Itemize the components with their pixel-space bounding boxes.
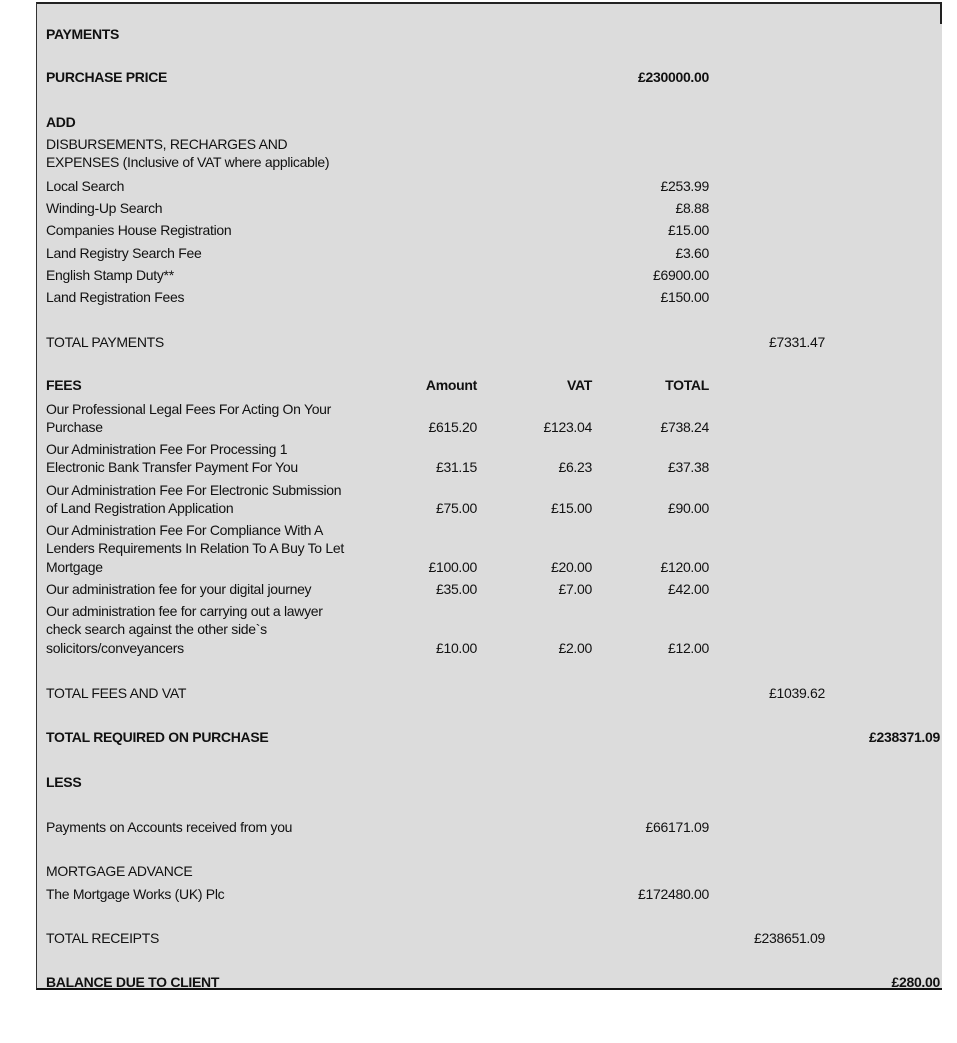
disbursement-value: £253.99	[660, 178, 709, 194]
total-required-value: £238371.09	[869, 729, 940, 745]
disbursement-value: £6900.00	[653, 267, 709, 283]
fee-description: of Land Registration Application	[46, 500, 234, 516]
fee-description: Purchase	[46, 419, 103, 435]
fee-vat: £123.04	[543, 419, 592, 435]
fee-description: Our administration fee for your digital journey	[46, 581, 312, 597]
disbursement-value: £15.00	[667, 222, 709, 238]
fee-description: check search against the other side`s	[46, 621, 267, 637]
fee-description: Our Professional Legal Fees For Acting On Your	[46, 401, 332, 417]
total-receipts-value: £238651.09	[754, 930, 825, 946]
disbursements-heading-line1: DISBURSEMENTS, RECHARGES AND	[46, 136, 288, 152]
less-heading: LESS	[46, 774, 82, 790]
fee-vat: £2.00	[558, 640, 592, 656]
fees-column-amount: Amount	[425, 377, 477, 393]
balance-value: £280.00	[891, 974, 940, 990]
disbursement-value: £8.88	[675, 200, 709, 216]
fee-vat: £6.23	[558, 459, 592, 475]
disbursements-heading-line2: EXPENSES (Inclusive of VAT where applicable)	[46, 154, 330, 170]
total-payments-label: TOTAL PAYMENTS	[46, 334, 164, 350]
payments-heading: PAYMENTS	[46, 26, 120, 42]
disbursement-label: Land Registration Fees	[46, 289, 185, 305]
disbursement-label: Land Registry Search Fee	[46, 245, 202, 261]
fees-column-vat: VAT	[566, 377, 592, 393]
total-fees-label: TOTAL FEES AND VAT	[46, 685, 187, 701]
purchase-price-value: £230000.00	[638, 69, 709, 85]
mortgage-lender-label: The Mortgage Works (UK) Plc	[46, 886, 225, 902]
balance-label: BALANCE DUE TO CLIENT	[46, 974, 220, 990]
mortgage-heading: MORTGAGE ADVANCE	[46, 863, 193, 879]
fee-vat: £15.00	[550, 500, 592, 516]
fee-description: Mortgage	[46, 559, 103, 575]
fee-total: £42.00	[667, 581, 709, 597]
fee-amount: £100.00	[428, 559, 477, 575]
sheet-edge	[940, 2, 942, 24]
fee-amount: £10.00	[435, 640, 477, 656]
total-payments-value: £7331.47	[769, 334, 825, 350]
payments-on-account-label: Payments on Accounts received from you	[46, 819, 293, 835]
fee-amount: £31.15	[435, 459, 477, 475]
fee-description: Our Administration Fee For Electronic Submission	[46, 482, 342, 498]
disbursement-label: Local Search	[46, 178, 125, 194]
fee-total: £37.38	[667, 459, 709, 475]
fee-amount: £35.00	[435, 581, 477, 597]
fee-description: Lenders Requirements In Relation To A Buy To Let	[46, 540, 344, 556]
payments-on-account-value: £66171.09	[645, 819, 709, 835]
disbursement-label: English Stamp Duty**	[46, 267, 174, 283]
fee-description: Our Administration Fee For Compliance With A	[46, 522, 324, 538]
fee-amount: £615.20	[428, 419, 477, 435]
fee-total: £90.00	[667, 500, 709, 516]
total-fees-value: £1039.62	[769, 685, 825, 701]
fee-description: Our administration fee for carrying out a lawyer	[46, 603, 323, 619]
fee-description: Our Administration Fee For Processing 1	[46, 441, 288, 457]
disbursement-value: £3.60	[675, 245, 709, 261]
disbursement-value: £150.00	[660, 289, 709, 305]
disbursement-label: Winding-Up Search	[46, 200, 163, 216]
mortgage-lender-value: £172480.00	[638, 886, 709, 902]
total-receipts-label: TOTAL RECEIPTS	[46, 930, 160, 946]
add-heading: ADD	[46, 114, 76, 130]
purchase-price-label: PURCHASE PRICE	[46, 69, 168, 85]
fees-heading: FEES	[46, 377, 82, 393]
disbursement-label: Companies House Registration	[46, 222, 232, 238]
fee-amount: £75.00	[435, 500, 477, 516]
fee-total: £120.00	[660, 559, 709, 575]
fee-total: £12.00	[667, 640, 709, 656]
fee-vat: £20.00	[550, 559, 592, 575]
fee-description: Electronic Bank Transfer Payment For You	[46, 459, 298, 475]
fee-vat: £7.00	[558, 581, 592, 597]
fees-column-total: TOTAL	[665, 377, 709, 393]
fee-total: £738.24	[660, 419, 709, 435]
fee-description: solicitors/conveyancers	[46, 640, 184, 656]
total-required-label: TOTAL REQUIRED ON PURCHASE	[46, 729, 269, 745]
